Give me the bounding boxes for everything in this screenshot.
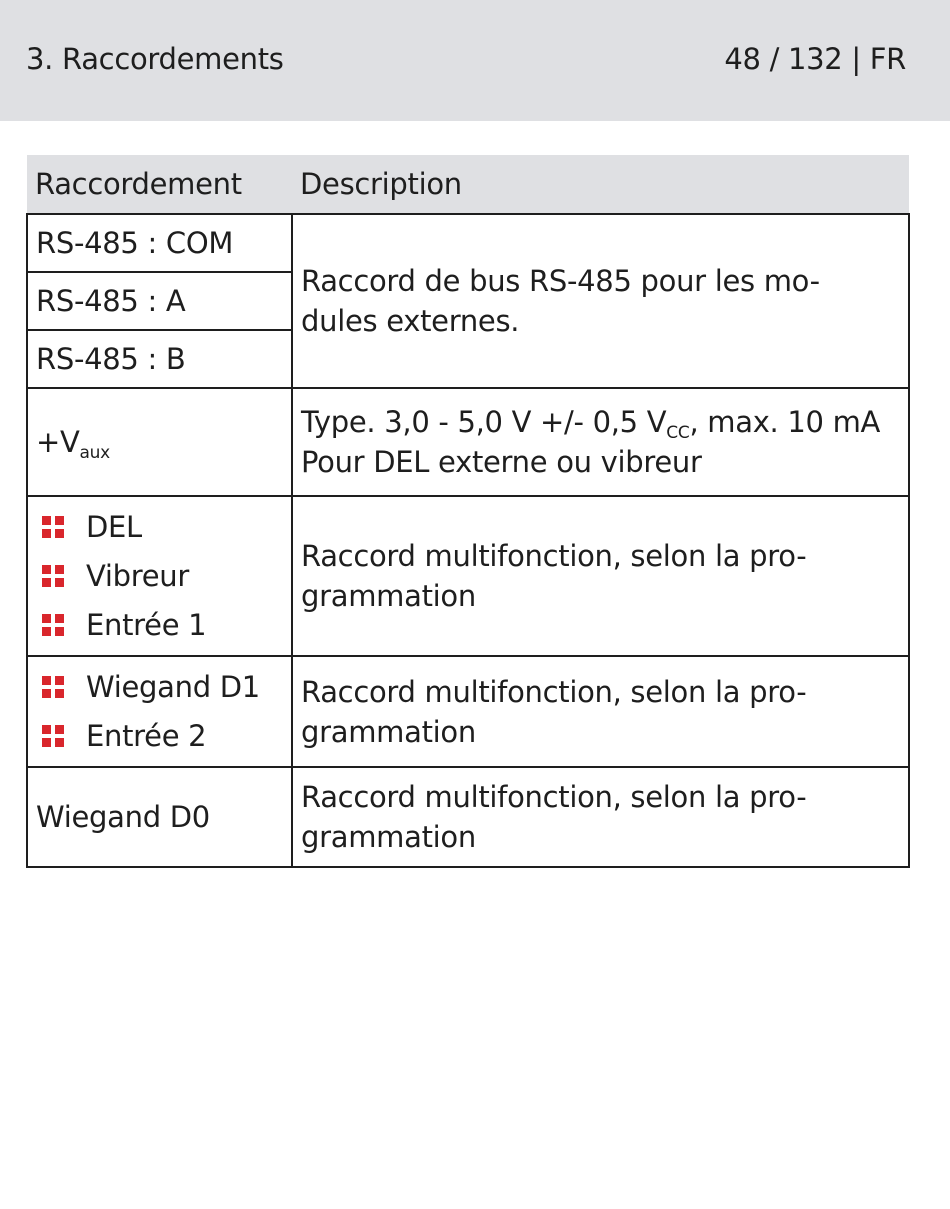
red-square-grid-icon xyxy=(42,725,64,747)
description-cell xyxy=(292,496,909,656)
vaux-line-1-text: Type. 3,0 - 5,0 V +/- 0,5 V xyxy=(301,405,667,439)
table-header-row xyxy=(27,155,909,214)
description-cell xyxy=(292,388,909,496)
connection-cell xyxy=(27,388,292,496)
list-item xyxy=(34,552,283,601)
table-row xyxy=(27,214,909,272)
red-square-grid-icon xyxy=(42,516,64,538)
group1-description: Raccord multifonction, selon la pro- grammation xyxy=(301,539,807,613)
vaux-line-1 xyxy=(301,402,900,442)
connection-cell: Wiegand D0 xyxy=(27,767,292,867)
list-item-label: Entrée 2 xyxy=(86,719,207,753)
connection-cell xyxy=(27,496,292,656)
connections-table xyxy=(26,155,910,868)
vaux-line-1-sub: CC xyxy=(666,423,690,443)
rs485-description: Raccord de bus RS-485 pour les mo- dules externes. xyxy=(301,264,820,338)
list-item-label: Wiegand D1 xyxy=(86,670,260,704)
table-row xyxy=(27,656,909,767)
red-square-grid-icon xyxy=(42,565,64,587)
column-header-description: Description xyxy=(292,155,909,214)
table-row xyxy=(27,767,909,867)
connection-cell: RS-485 : COM xyxy=(27,214,292,272)
table-row xyxy=(27,496,909,656)
vaux-line-1-rest: , max. 10 mA xyxy=(689,405,881,439)
red-square-grid-icon xyxy=(42,614,64,636)
list-item xyxy=(34,503,283,552)
page-indicator: 48 / 132 | FR xyxy=(724,41,906,76)
description-cell xyxy=(292,214,909,388)
red-square-grid-icon xyxy=(42,676,64,698)
group2-description: Raccord multifonction, selon la pro- grammation xyxy=(301,674,807,749)
connection-cell: RS-485 : A xyxy=(27,272,292,330)
section-title: 3. Raccordements xyxy=(26,41,284,76)
d0-description: Raccord multifonction, selon la pro- grammation xyxy=(301,780,807,854)
list-item-label: DEL xyxy=(86,510,142,544)
vaux-label: +V xyxy=(36,425,80,459)
list-item xyxy=(34,712,283,761)
description-cell xyxy=(292,656,909,767)
list-item xyxy=(34,601,283,650)
page-header xyxy=(0,0,950,121)
description-cell xyxy=(292,767,909,867)
list-item-label: Entrée 1 xyxy=(86,608,207,642)
connection-cell: RS-485 : B xyxy=(27,330,292,388)
column-header-connection: Raccordement xyxy=(27,155,292,214)
table-row xyxy=(27,388,909,496)
vaux-line-2: Pour DEL externe ou vibreur xyxy=(301,445,702,479)
connection-cell xyxy=(27,656,292,767)
list-item-label: Vibreur xyxy=(86,559,189,593)
list-item xyxy=(34,663,283,712)
vaux-label-sub: aux xyxy=(79,443,110,463)
